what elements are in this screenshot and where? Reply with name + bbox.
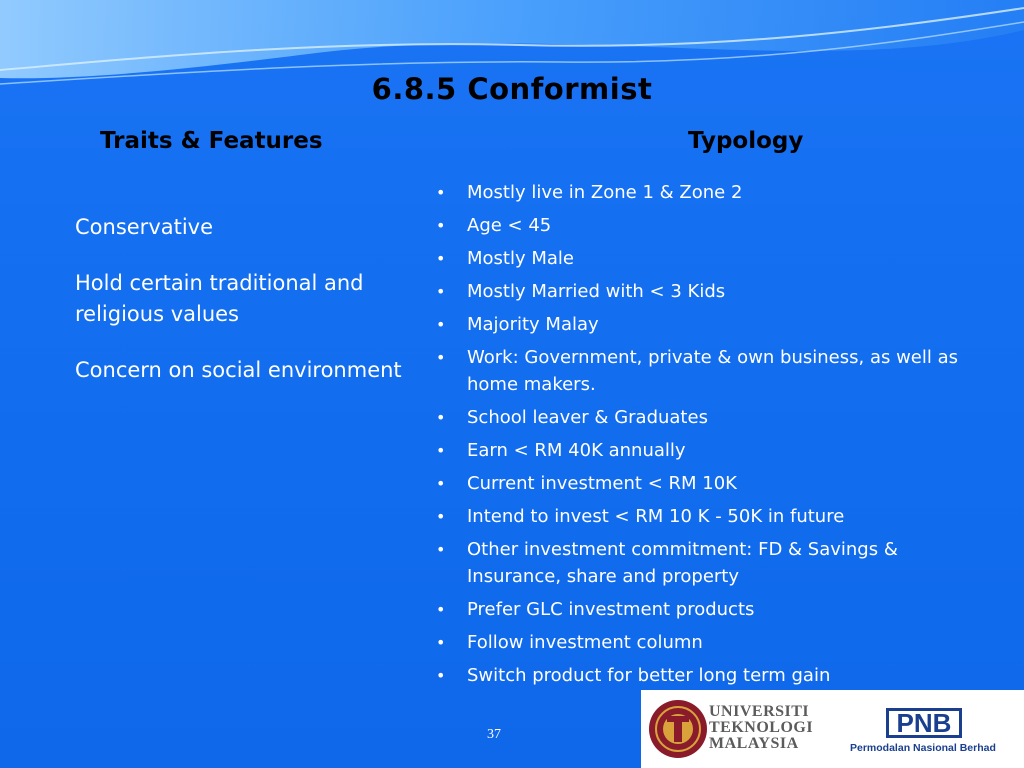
typology-item-text: Earn < RM 40K annually	[467, 440, 686, 461]
typology-item-text: Switch product for better long term gain	[467, 665, 831, 686]
utm-seal-icon	[647, 698, 709, 760]
bullet-icon: •	[436, 183, 446, 202]
bullet-icon: •	[436, 315, 446, 334]
pnb-logo-mark: PNB	[886, 708, 962, 738]
bullet-icon: •	[436, 474, 446, 493]
typology-list	[436, 179, 976, 695]
utm-line: MALAYSIA	[709, 735, 799, 752]
sponsor-logos-panel	[641, 690, 1024, 768]
traits-list	[75, 212, 415, 411]
typology-item	[436, 212, 976, 239]
typology-item	[436, 536, 976, 590]
typology-item	[436, 245, 976, 272]
typology-item-text: Other investment commitment: FD & Savings & Insurance, share and property	[467, 539, 898, 587]
bullet-icon: •	[436, 540, 446, 559]
pnb-logo-name: Permodalan Nasional Berhad	[850, 742, 996, 754]
bullet-icon: •	[436, 282, 446, 301]
typology-item-text: Prefer GLC investment products	[467, 599, 755, 620]
bullet-icon: •	[436, 348, 446, 367]
typology-item-text: School leaver & Graduates	[467, 407, 708, 428]
typology-item-text: Intend to invest < RM 10 K - 50K in future	[467, 506, 845, 527]
typology-item	[436, 344, 976, 398]
bullet-icon: •	[436, 441, 446, 460]
trait-item: Hold certain traditional and religious values	[75, 271, 364, 326]
bullet-icon: •	[436, 600, 446, 619]
bullet-icon: •	[436, 507, 446, 526]
typology-item-text: Mostly Married with < 3 Kids	[467, 281, 726, 302]
utm-line: TEKNOLOGI	[709, 719, 814, 736]
typology-item	[436, 311, 976, 338]
bullet-icon: •	[436, 633, 446, 652]
typology-item-text: Age < 45	[467, 215, 552, 236]
typology-item-text: Mostly Male	[467, 248, 574, 269]
typology-item	[436, 278, 976, 305]
bullet-icon: •	[436, 216, 446, 235]
trait-item: Conservative	[75, 215, 214, 239]
typology-item-text: Majority Malay	[467, 314, 599, 335]
typology-item-text: Current investment < RM 10K	[467, 473, 737, 494]
typology-item	[436, 437, 976, 464]
typology-item	[436, 629, 976, 656]
typology-item-text: Work: Government, private & own business, as well as home makers.	[467, 347, 959, 395]
utm-line: UNIVERSITI	[709, 703, 810, 720]
typology-item	[436, 503, 976, 530]
typology-heading: Typology	[688, 128, 804, 154]
typology-item-text: Follow investment column	[467, 632, 703, 653]
traits-heading: Traits & Features	[100, 128, 323, 154]
page-number: 37	[487, 727, 501, 742]
bullet-icon: •	[436, 249, 446, 268]
bullet-icon: •	[436, 408, 446, 427]
utm-wordmark	[709, 704, 813, 752]
typology-item	[436, 179, 976, 206]
slide-title: 6.8.5 Conformist	[371, 72, 653, 106]
typology-item	[436, 404, 976, 431]
typology-item	[436, 596, 976, 623]
typology-item	[436, 662, 976, 689]
trait-item: Concern on social environment	[75, 358, 402, 382]
typology-item-text: Mostly live in Zone 1 & Zone 2	[467, 182, 743, 203]
bullet-icon: •	[436, 666, 446, 685]
typology-item	[436, 470, 976, 497]
